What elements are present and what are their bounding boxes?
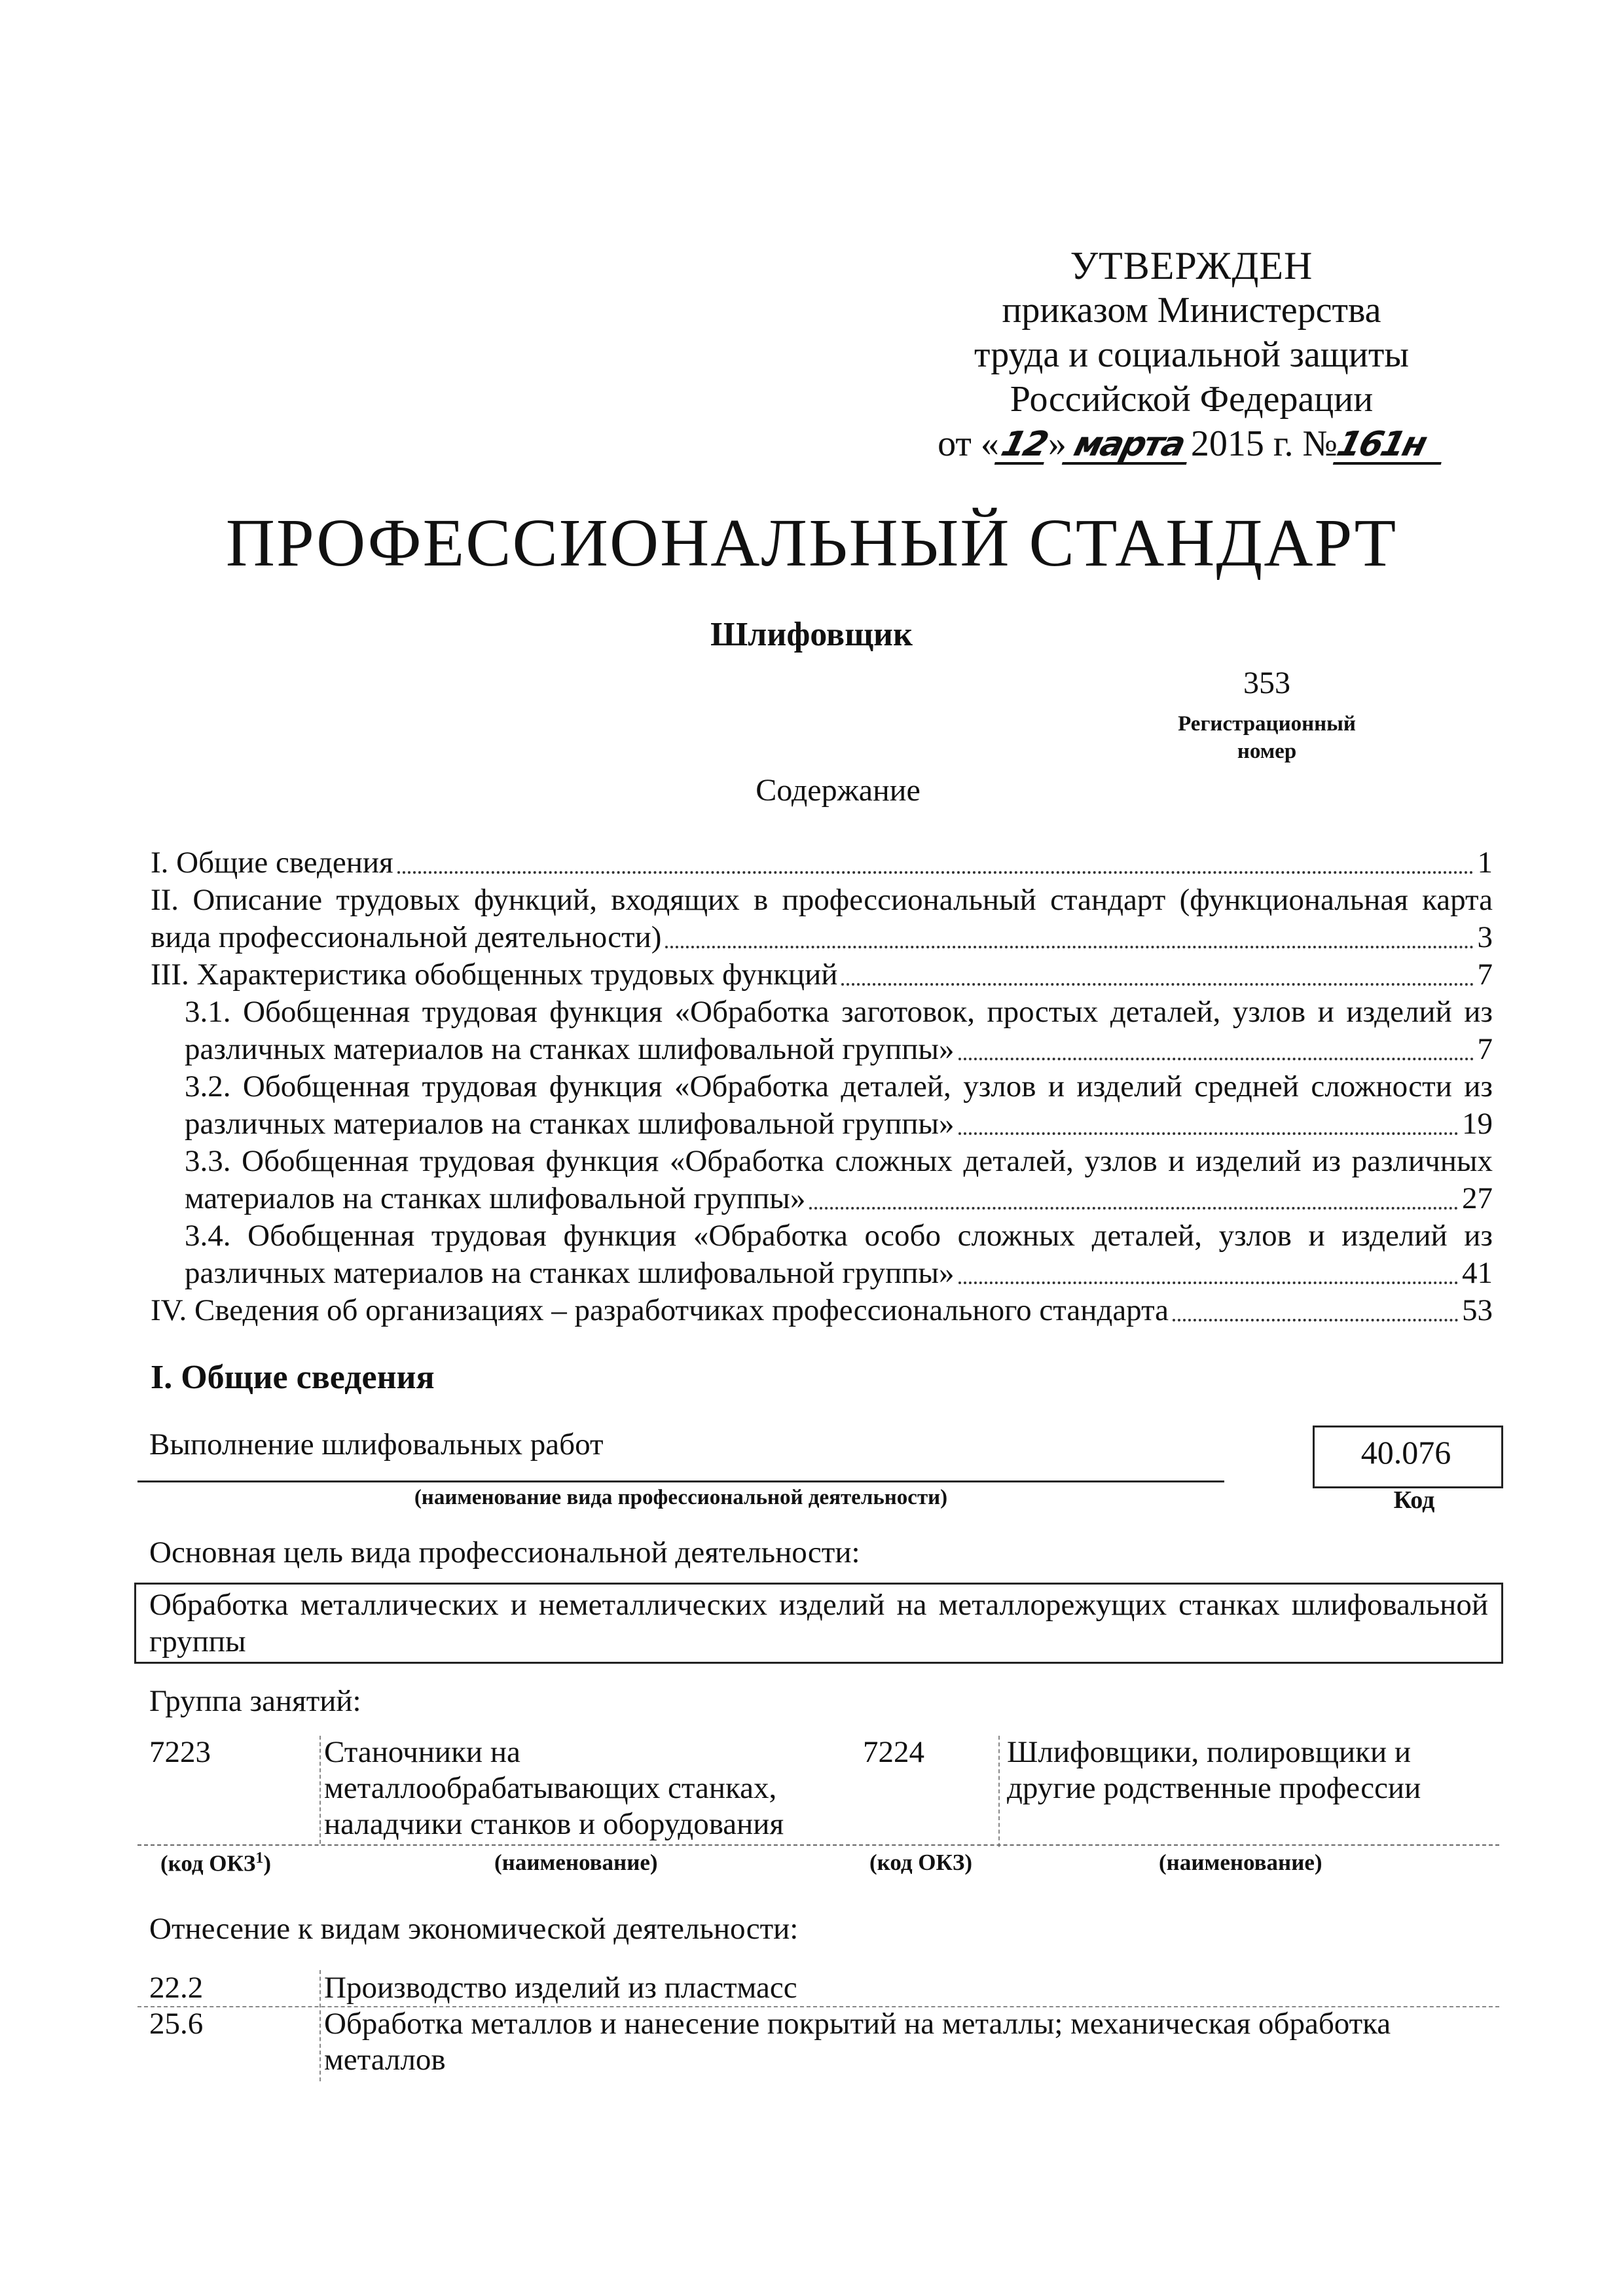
toc-page-number: 53 xyxy=(1462,1293,1493,1327)
economic-activity-label: Отнесение к видам экономической деятельности: xyxy=(149,1912,799,1946)
toc-item-text-continued: различных материалов на станках шлифовальной группы» xyxy=(185,1256,955,1290)
toc-item-1[interactable] xyxy=(151,844,1493,882)
toc-page-number: 3 xyxy=(1477,920,1493,954)
toc-leader-dots xyxy=(1173,1319,1458,1321)
toc-leader-dots xyxy=(665,946,1473,948)
footnote-marker: 1 xyxy=(255,1850,264,1867)
registration-label-line-2: номер xyxy=(1237,740,1297,763)
toc-page-number: 41 xyxy=(1462,1256,1493,1290)
toc-item-text: I. Общие сведения xyxy=(151,846,393,880)
toc-page-number: 7 xyxy=(1477,1032,1493,1066)
okved-code-1: 22.2 xyxy=(149,1971,204,2005)
okz-name-caption: (наименование) xyxy=(494,1850,658,1875)
okz-name-2: Шлифовщики, полировщики и другие родственные профессии xyxy=(1007,1735,1421,1805)
toc-item-3-3[interactable] xyxy=(151,1143,1493,1217)
toc-leader-dots xyxy=(841,983,1473,986)
toc-item-2[interactable] xyxy=(151,882,1493,956)
table-divider xyxy=(319,1736,321,1844)
activity-underline xyxy=(137,1480,1224,1482)
approval-line-2: труда и социальной защиты xyxy=(974,334,1409,375)
toc-leader-dots xyxy=(958,1282,1458,1284)
toc-heading: Содержание xyxy=(756,773,921,808)
table-divider xyxy=(137,2006,1499,2007)
approval-block xyxy=(903,243,1480,466)
section-title: I. Общие сведения xyxy=(151,1359,435,1396)
activity-code: 40.076 xyxy=(1360,1434,1451,1471)
date-prefix: от « xyxy=(938,423,999,464)
toc-leader-dots xyxy=(958,1132,1458,1135)
activity-caption: (наименование вида профессиональной деятельности) xyxy=(414,1486,948,1509)
approval-line-3: Российской Федерации xyxy=(1010,379,1374,420)
okz-code-1: 7223 xyxy=(149,1735,211,1769)
table-divider xyxy=(998,1736,1000,1847)
okved-code-2: 25.6 xyxy=(149,2007,204,2041)
toc-page-number: 7 xyxy=(1477,958,1493,992)
toc-item-text: 3.4. Обобщенная трудовая функция «Обработка особо сложных деталей, узлов и изделий из xyxy=(185,1219,1493,1253)
toc-page-number: 27 xyxy=(1462,1181,1493,1215)
toc-item-4[interactable] xyxy=(151,1292,1493,1329)
profession-name: Шлифовщик xyxy=(710,616,913,653)
code-caption: Код xyxy=(1393,1486,1435,1514)
registration-label-line-1: Регистрационный xyxy=(1178,712,1356,736)
toc-leader-dots xyxy=(809,1207,1458,1210)
okz-code-2: 7224 xyxy=(863,1735,924,1769)
toc-item-3-2[interactable] xyxy=(151,1068,1493,1143)
date-year: 2015 г. № xyxy=(1190,423,1338,464)
date-month-handwritten: марта xyxy=(1062,427,1195,465)
activity-name: Выполнение шлифовальных работ xyxy=(149,1427,604,1462)
order-number-handwritten: 161н xyxy=(1333,427,1450,465)
date-separator: » xyxy=(1048,423,1067,464)
okz-code-caption-2: (код ОКЗ) xyxy=(869,1850,973,1875)
toc-leader-dots xyxy=(958,1058,1474,1060)
table-of-contents xyxy=(151,844,1493,1329)
okz-code-caption xyxy=(160,1850,271,1877)
goal-label: Основная цель вида профессиональной деятельности: xyxy=(149,1535,860,1570)
okved-name-2: Обработка металлов и нанесение покрытий на металлы; механическая обработка металлов xyxy=(324,2007,1391,2077)
toc-item-text-continued: вида профессиональной деятельности) xyxy=(151,920,662,954)
toc-item-text-continued: различных материалов на станках шлифовальной группы» xyxy=(185,1107,955,1141)
toc-item-3-4[interactable] xyxy=(151,1217,1493,1292)
caption-text-end: ) xyxy=(263,1850,272,1876)
toc-item-text-continued: различных материалов на станках шлифовальной группы» xyxy=(185,1032,955,1066)
approval-title: УТВЕРЖДЕН xyxy=(1070,244,1313,287)
toc-item-3-1[interactable] xyxy=(151,994,1493,1068)
toc-item-text: 3.1. Обобщенная трудовая функция «Обработка заготовок, простых деталей, узлов и изделий из xyxy=(185,995,1493,1029)
toc-item-3[interactable] xyxy=(151,956,1493,994)
toc-page-number: 1 xyxy=(1477,846,1493,880)
registration-label xyxy=(1152,710,1381,765)
approval-line-1: приказом Министерства xyxy=(1002,290,1381,331)
approval-date-line xyxy=(903,422,1480,466)
toc-item-text: IV. Сведения об организациях – разработчиках профессионального стандарта xyxy=(151,1293,1169,1327)
okved-name-1: Производство изделий из пластмасс xyxy=(324,1971,797,2005)
toc-item-text-continued: материалов на станках шлифовальной группы» xyxy=(185,1181,806,1215)
toc-item-text: 3.2. Обобщенная трудовая функция «Обработка деталей, узлов и изделий средней сложности из xyxy=(185,1069,1493,1103)
table-divider xyxy=(137,1844,1499,1846)
okz-name-caption-2: (наименование) xyxy=(1159,1850,1322,1875)
date-day-handwritten: 12 xyxy=(994,427,1053,465)
table-divider xyxy=(319,1970,321,2081)
toc-leader-dots xyxy=(397,871,1474,874)
occupation-group-label: Группа занятий: xyxy=(149,1684,361,1718)
okz-name-1: Станочники на металлообрабатывающих станках, наладчики станков и оборудования xyxy=(324,1735,784,1841)
toc-item-text: II. Описание трудовых функций, входящих в профессиональный стандарт (функциональная карта xyxy=(151,883,1493,917)
toc-page-number: 19 xyxy=(1462,1107,1493,1141)
goal-text: Обработка металлических и неметаллических изделий на металлорежущих станках шлифовальной группы xyxy=(149,1588,1488,1659)
registration-number: 353 xyxy=(1243,666,1290,700)
caption-text: (код ОКЗ xyxy=(160,1850,256,1876)
toc-item-text: III. Характеристика обобщенных трудовых функций xyxy=(151,958,838,992)
document-title: ПРОФЕССИОНАЛЬНЫЙ СТАНДАРТ xyxy=(225,505,1398,581)
toc-item-text: 3.3. Обобщенная трудовая функция «Обработка сложных деталей, узлов и изделий из различных xyxy=(185,1144,1493,1178)
